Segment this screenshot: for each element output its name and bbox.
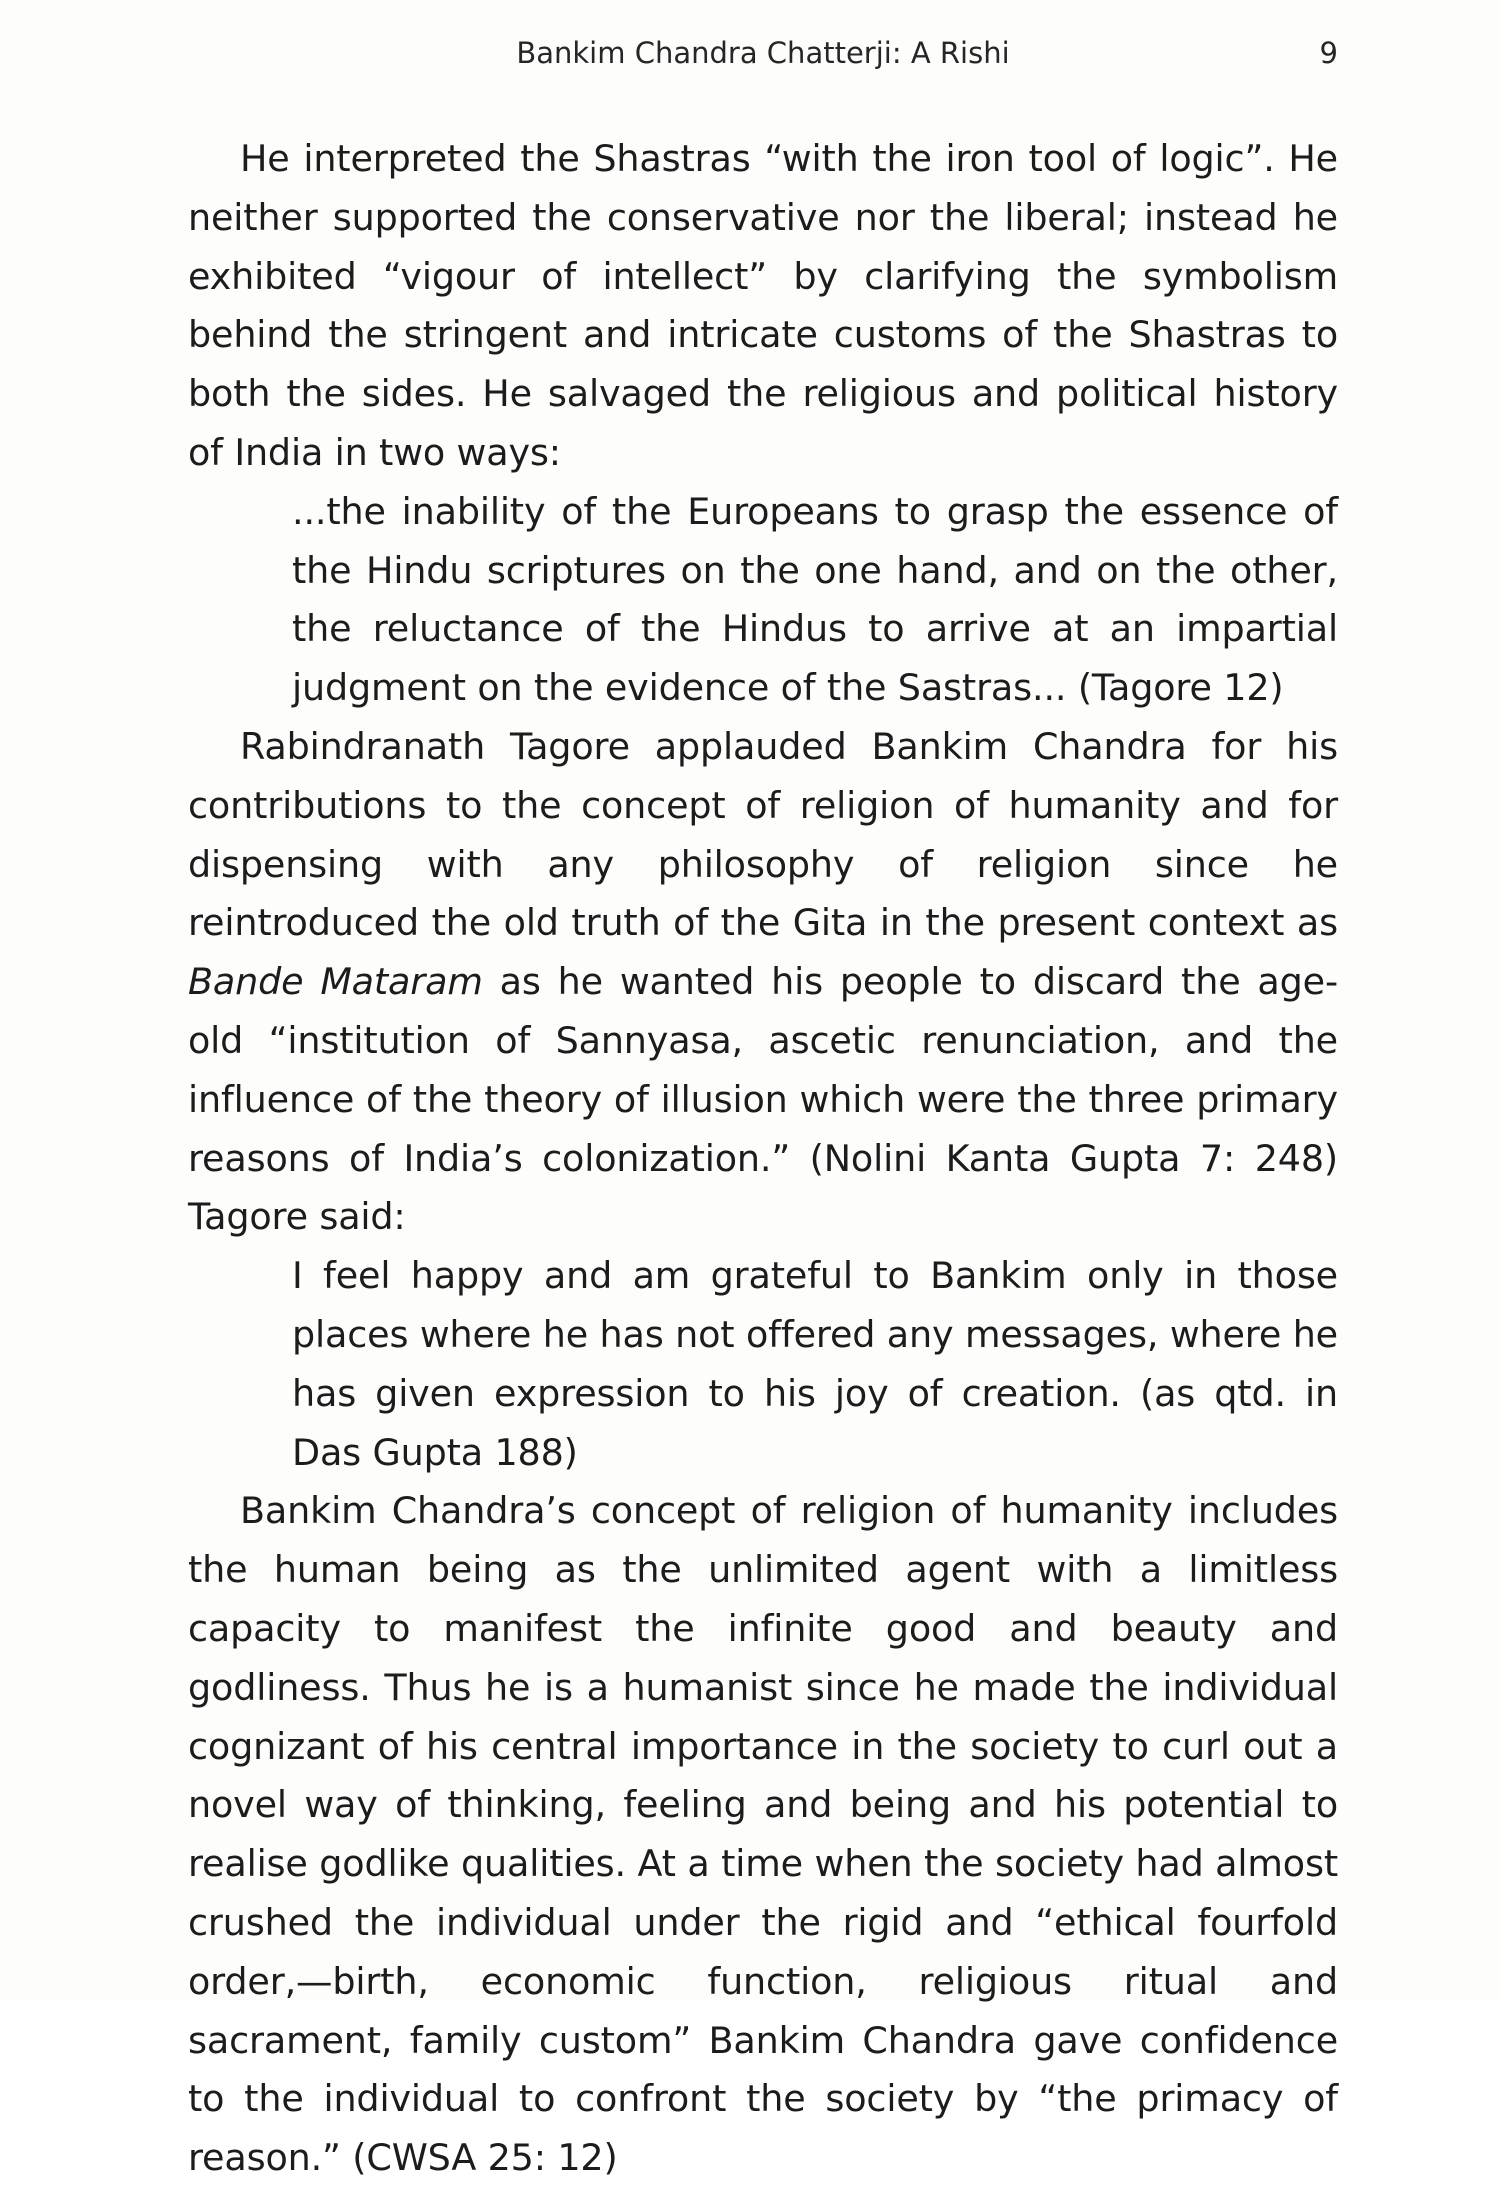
- running-title: Bankim Chandra Chatterji: A Rishi: [516, 36, 1010, 70]
- paragraph-1: He interpreted the Shastras “with the iron tool of logic”. He neither supported the conservative nor the liberal; instead he exhibited “vigour of intellect” by clarifying the symbolism behind the stringent and intricate customs of the Shastras to both the sides. He salvaged the religious and political history of India in two ways:: [188, 137, 1338, 474]
- block-quote-1: ...the inability of the Europeans to grasp the essence of the Hindu scriptures on the one hand, and on the other, the reluctance of the Hindus to arrive at an impartial judgment on the evidence of the Sastras... (Tagore 12): [292, 489, 1338, 710]
- paragraph-2-italic-title: Bande Mataram: [188, 960, 483, 1004]
- paragraph-2-text-a: Rabindranath Tagore applauded Bankim Chandra for his contributions to the concept of religion of humanity and for dispensing with any philosophy of religion since he reintroduced the old truth of the Gita in the present context as: [188, 724, 1338, 945]
- paragraph-2-text-b: as he wanted his people to discard the age-old “institution of Sannyasa, ascetic renunciation, and the influence of the theory of illusion which were the three primary reasons of India’s colonization.” (Nolini Kanta Gupta 7: 248) Tagore said:: [188, 960, 1338, 1239]
- paragraph-3: Bankim Chandra’s concept of religion of humanity includes the human being as the unlimited agent with a limitless capacity to manifest the infinite good and beauty and godliness. Thus he is a humanist since he made the individual cognizant of his central importance in the society to curl out a novel way of thinking, feeling and being and his potential to realise godlike qualities. At a time when the society had almost crushed the individual under the rigid and “ethical fourfold order,—birth, economic function, religious ritual and sacrament, family custom” Bankim Chandra gave confidence to the individual to confront the society by “the primacy of reason.” (CWSA 25: 12): [188, 1489, 1338, 2180]
- body-text: [188, 130, 1338, 2188]
- page-number: 9: [1319, 36, 1338, 70]
- running-header: [188, 30, 1338, 76]
- block-quote-2: I feel happy and am grateful to Bankim only in those places where he has not offered any messages, where he has given expression to his joy of creation. (as qtd. in Das Gupta 188): [292, 1254, 1338, 1474]
- paragraph-2: [188, 718, 1338, 1247]
